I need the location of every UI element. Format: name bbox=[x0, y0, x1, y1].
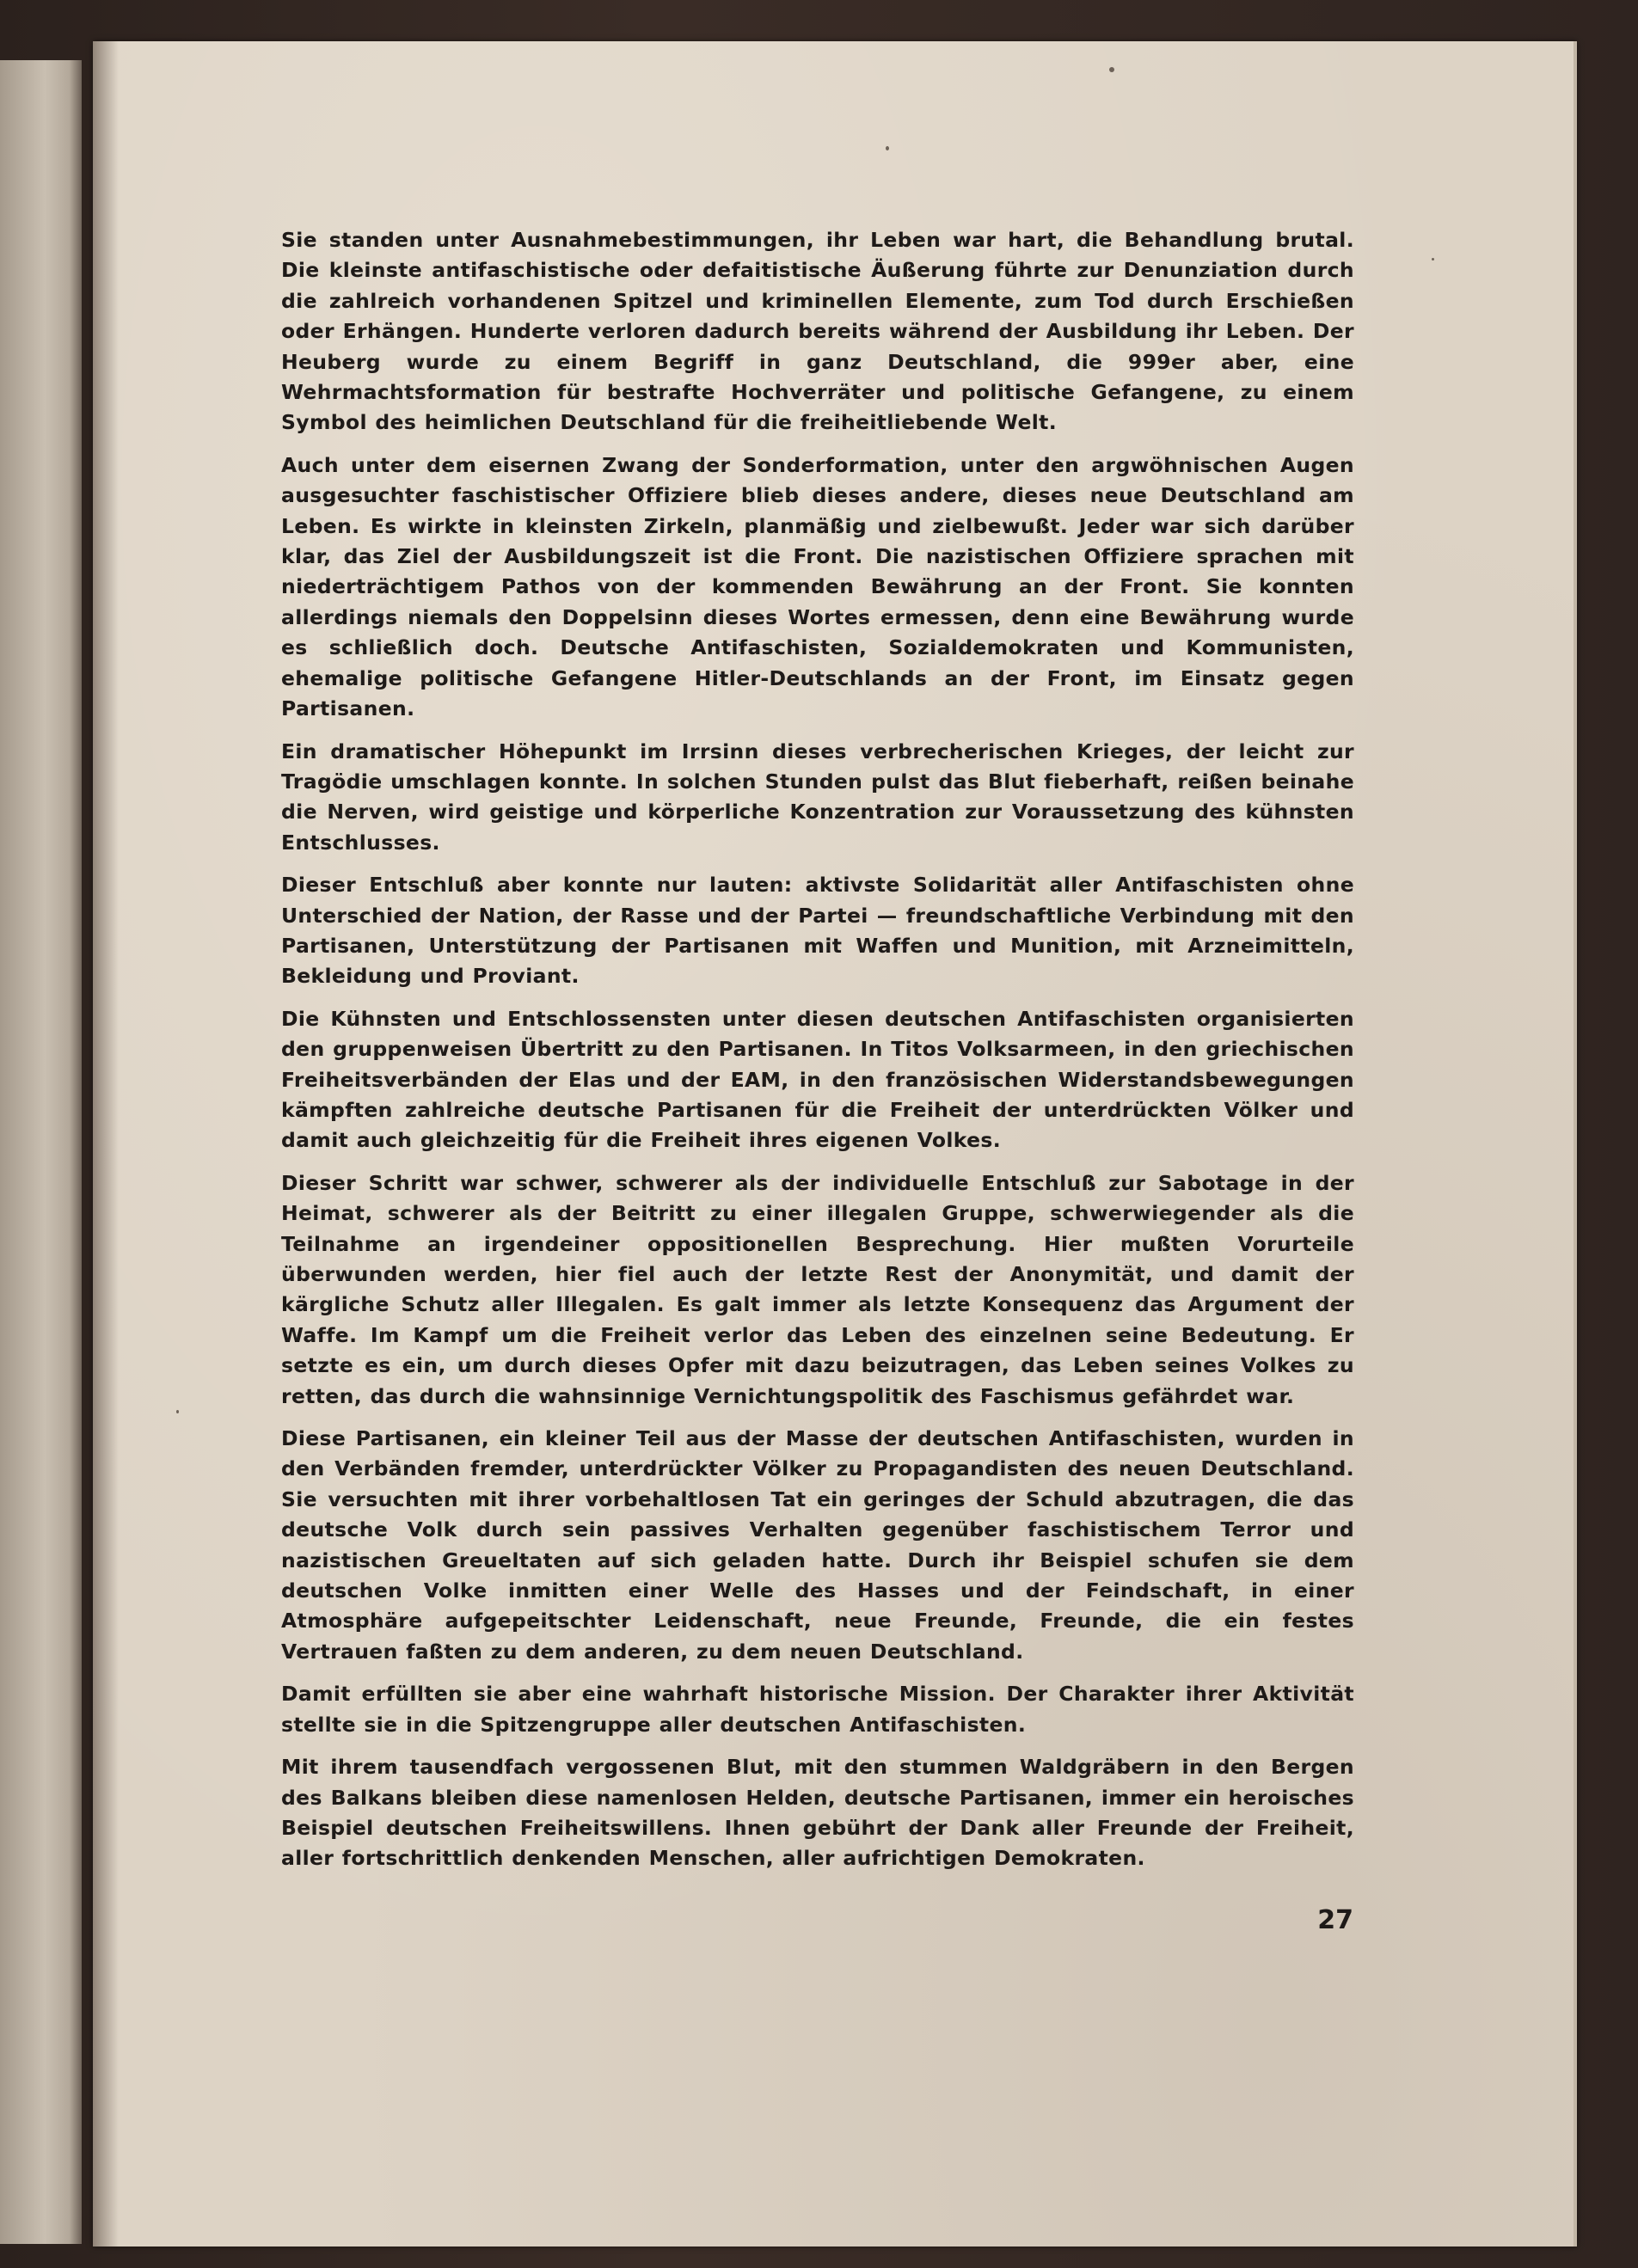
gutter-shadow bbox=[93, 41, 119, 2247]
paragraph: Mit ihrem tausendfach vergossenen Blut, mit den stummen Waldgräbern in den Bergen des Balkans bleiben diese namenlosen Helden, deutsche Partisanen, immer ein heroisches Beispiel deutschen Freiheitswillens. Ihnen gebührt der Dank aller Freunde der Freiheit, aller fortschrittlich denkenden Menschen, aller aufrichtigen Demokraten. bbox=[281, 1755, 1354, 1871]
paragraph: Dieser Entschluß aber konnte nur lauten: aktivste Solidarität aller Antifaschisten ohne Unterschied der Nation, der Rasse und der Partei — freundschaftliche Verbindung mit den Partisanen, Unterstützung der Partisanen mit Waffen und Munition, mit Arzneimitteln, Bekleidung und Proviant. bbox=[281, 873, 1354, 989]
paragraph: Diese Partisanen, ein kleiner Teil aus der Masse der deutschen Antifaschisten, wurden in den Verbänden fremder, unterdrückter Völker zu Propagandisten des neuen Deutschland. Sie versuchten mit ihrer vorbehaltlosen Tat ein geringes der Schuld abzutragen, die das deutsche Volk durch sein passives Verhalten gegenüber faschistischem Terror und nazistischen Greueltaten auf sich geladen hatte. Durch ihr Beispiel schufen sie dem deutschen Volke inmitten einer Welle des Hasses und der Feindschaft, in einer Atmosphäre aufgepeitschter Leidenschaft, neue Freunde, Freunde, die ein festes Vertrauen faßten zu dem anderen, zu dem neuen Deutschland. bbox=[281, 1426, 1354, 1664]
page-number: 27 bbox=[1317, 1905, 1353, 1935]
paper-speck bbox=[886, 146, 889, 150]
paragraph: Die Kühnsten und Entschlossensten unter diesen deutschen Antifaschisten organisierten den gruppenweisen Übertritt zu den Partisanen. In Titos Volksarmeen, in den griechischen Freiheitsverbänden der Elas und der EAM, in den französischen Widerstandsbewegungen kämpften zahlreiche deutsche Partisanen für die Freiheit der unterdrückten Völker und damit auch gleichzeitig für die Freiheit ihres eigenen Volkes. bbox=[281, 1006, 1354, 1153]
paper-speck bbox=[1109, 67, 1114, 72]
paper-speck bbox=[176, 1410, 179, 1413]
paragraph: Ein dramatischer Höhepunkt im Irrsinn dieses verbrecherischen Krieges, der leicht zur Tragödie umschlagen konnte. In solchen Stunden pulst das Blut fieberhaft, reißen beinahe die Nerven, wird geistige und körperliche Konzentration zur Voraussetzung des kühnsten Entschlusses. bbox=[281, 739, 1354, 855]
body-text bbox=[281, 225, 1354, 1886]
paragraph: Auch unter dem eisernen Zwang der Sonderformation, unter den argwöhnischen Augen ausgesuchter faschistischer Offiziere blieb dieses andere, dieses neue Deutschland am Leben. Es wirkte in kleinsten Zirkeln, planmäßig und zielbewußt. Jeder war sich darüber klar, das Ziel der Ausbildungszeit ist die Front. Die nazistischen Offiziere sprachen mit niederträchtigem Pathos von der kommenden Bewährung an der Front. Sie konnten allerdings niemals den Doppelsinn dieses Wortes ermessen, denn eine Bewährung wurde es schließlich doch. Deutsche Antifaschisten, Sozialdemokraten und Kommunisten, ehemalige politische Gefangene Hitler-Deutschlands an der Front, im Einsatz gegen Partisanen. bbox=[281, 452, 1354, 721]
paragraph: Damit erfüllten sie aber eine wahrhaft historische Mission. Der Charakter ihrer Aktivität stellte sie in die Spitzengruppe aller deutschen Antifaschisten. bbox=[281, 1682, 1354, 1737]
paper-speck bbox=[1432, 258, 1434, 261]
left-page-edge bbox=[0, 60, 82, 2244]
paragraph: Dieser Schritt war schwer, schwerer als der individuelle Entschluß zur Sabotage in der Heimat, schwerer als der Beitritt zu einer illegalen Gruppe, schwerwiegender als die Teilnahme an irgendeiner oppositionellen Besprechung. Hier mußten Vorurteile überwunden werden, hier fiel auch der letzte Rest der Anonymität, und damit der kärgliche Schutz aller Illegalen. Es galt immer als letzte Konsequenz das Argument der Waffe. Im Kampf um die Freiheit verlor das Leben des einzelnen seine Bedeutung. Er setzte es ein, um durch dieses Opfer mit dazu beizutragen, das Leben seines Volkes zu retten, das durch die wahnsinnige Vernichtungspolitik des Faschismus gefährdet war. bbox=[281, 1170, 1354, 1408]
paragraph: Sie standen unter Ausnahmebestimmungen, ihr Leben war hart, die Behandlung brutal. Die kleinste antifaschistische oder defaitistische Äußerung führte zur Denunziation durch die zahlreich vorhandenen Spitzel und kriminellen Elemente, zum Tod durch Erschießen oder Erhängen. Hunderte verloren dadurch bereits während der Ausbildung ihr Leben. Der Heuberg wurde zu einem Begriff in ganz Deutschland, die 999er aber, eine Wehrmachtsformation für bestrafte Hochverräter und politische Gefangene, zu einem Symbol des heimlichen Deutschland für die freiheitliebende Welt. bbox=[281, 228, 1354, 435]
